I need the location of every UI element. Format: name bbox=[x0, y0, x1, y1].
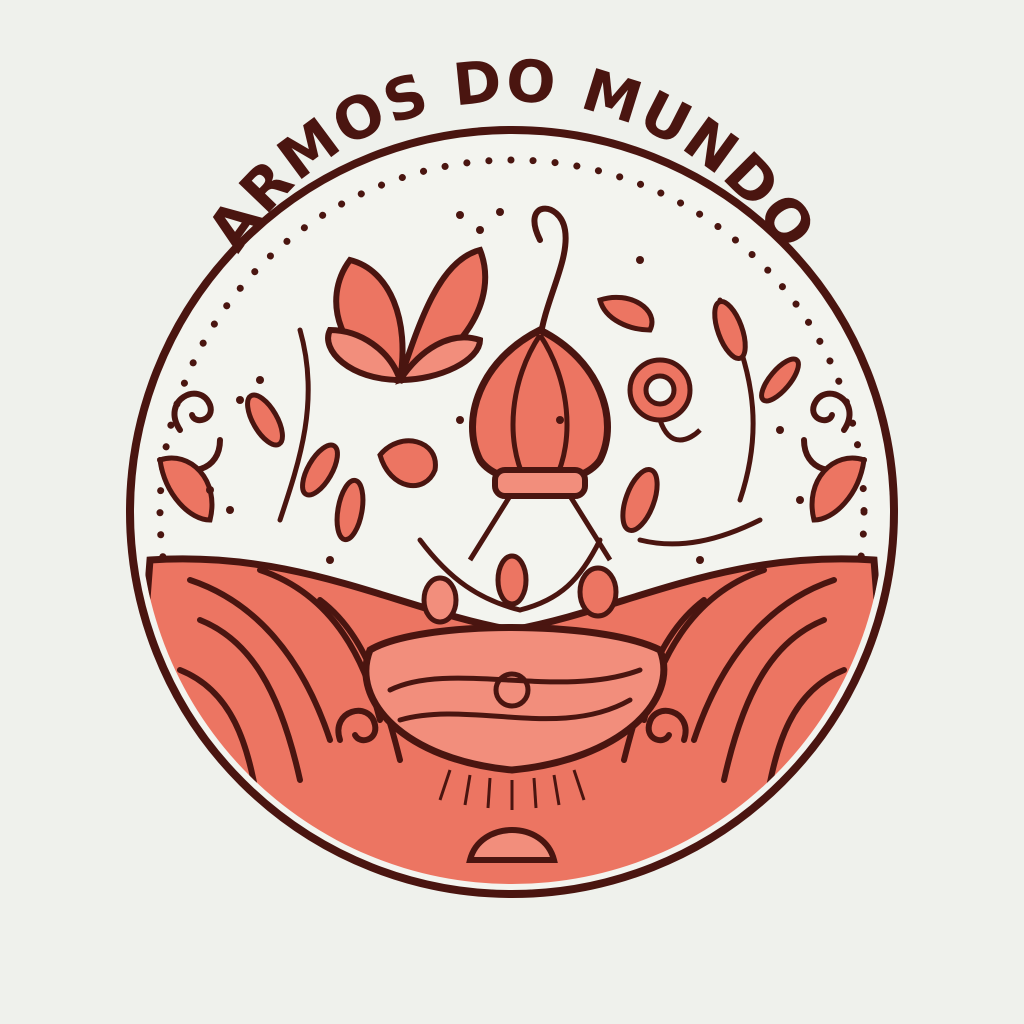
logo-title-path: ARMOS DO MUNDO bbox=[194, 46, 830, 263]
